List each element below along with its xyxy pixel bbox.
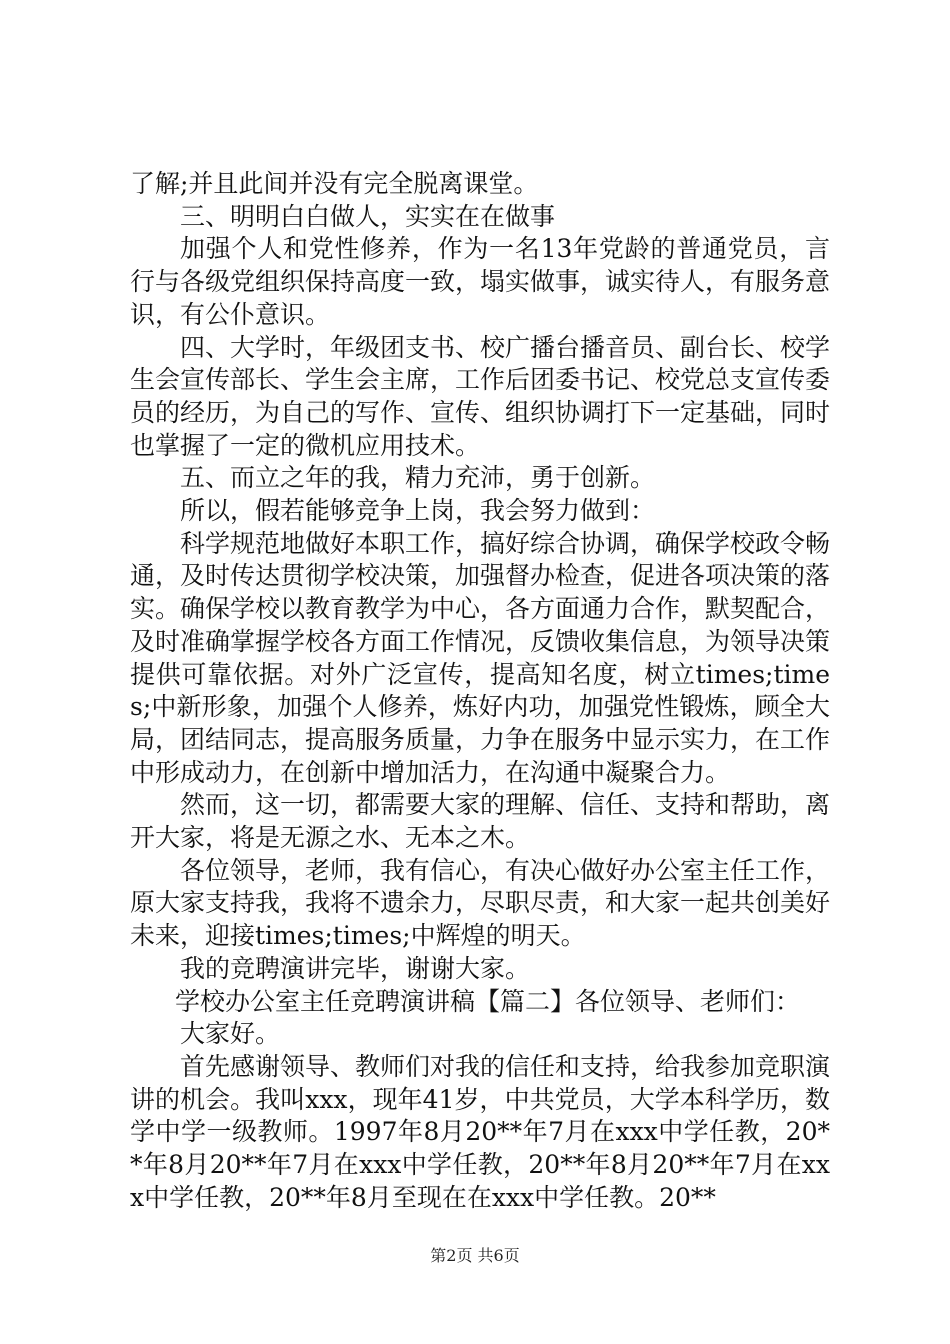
paragraph-6: 所以，假若能够竞争上岗，我会努力做到： (180, 496, 656, 526)
paragraph-2-heading-three: 三、明明白白做人，实实在在做事 (180, 201, 556, 231)
paragraph-13: 首先感谢领导、教师们对我的信任和支持，给我参加竞职演讲的机会。我叫xxx，现年41岁，中共党员，大学本科学历，数学中学一级教师。1997年8月20**年7月在xxx中学任教，20**年8月20**年7月在xxx中学任教，20**年8月20**年7月在xxx中学任教，20**年8月至现在在xxx中学任教。20** (130, 1051, 831, 1212)
paragraph-3: 加强个人和党性修养，作为一名13年党龄的普通党员，言行与各级党组织保持高度一致，塌实做事，诚实待人，有服务意识，有公仆意识。 (130, 234, 831, 329)
paragraph-12: 大家好。 (180, 1019, 281, 1049)
paragraph-1: 了解;并且此间并没有完全脱离课堂。 (130, 169, 539, 198)
section-heading-part-two: 学校办公室主任竞聘演讲稿【篇二】各位领导、老师们： (175, 986, 801, 1016)
paragraph-5: 五、而立之年的我，精力充沛，勇于创新。 (180, 463, 656, 493)
paragraph-7: 科学规范地做好本职工作，搞好综合协调，确保学校政令畅通，及时传达贯彻学校决策，加强督办检查，促进各项决策的落实。确保学校以教育教学为中心，各方面通力合作，默契配合，及时准确掌握学校各方面工作情况，反馈收集信息，为领导决策提供可靠依据。对外广泛宣传，提高知名度，树立times;times;中新形象，加强个人修养，炼好内功，加强党性锻炼，顾全大局，团结同志，提高服务质量，力争在服务中显示实力，在工作中形成动力，在创新中增加活力，在沟通中凝聚合力。 (130, 528, 831, 787)
paragraph-4: 四、大学时，年级团支书、校广播台播音员、副台长、校学生会宣传部长、学生会主席，工作后团委书记、校党总支宣传委员的经历，为自己的写作、宣传、组织协调打下一定基础，同时也掌握了一定的微机应用技术。 (130, 332, 831, 460)
paragraph-9: 各位领导，老师，我有信心，有决心做好办公室主任工作，原大家支持我，我将不遗余力，尽职尽责，和大家一起共创美好未来，迎接times;times;中辉煌的明天。 (130, 855, 831, 951)
paragraph-10: 我的竞聘演讲完毕，谢谢大家。 (180, 953, 531, 983)
page-footer (0, 1243, 950, 1266)
page-number-label: 第2页 共6页 (430, 1246, 520, 1265)
document-body (130, 168, 830, 1215)
paragraph-8: 然而，这一切，都需要大家的理解、信任、支持和帮助，离开大家，将是无源之水、无本之木。 (130, 790, 831, 853)
